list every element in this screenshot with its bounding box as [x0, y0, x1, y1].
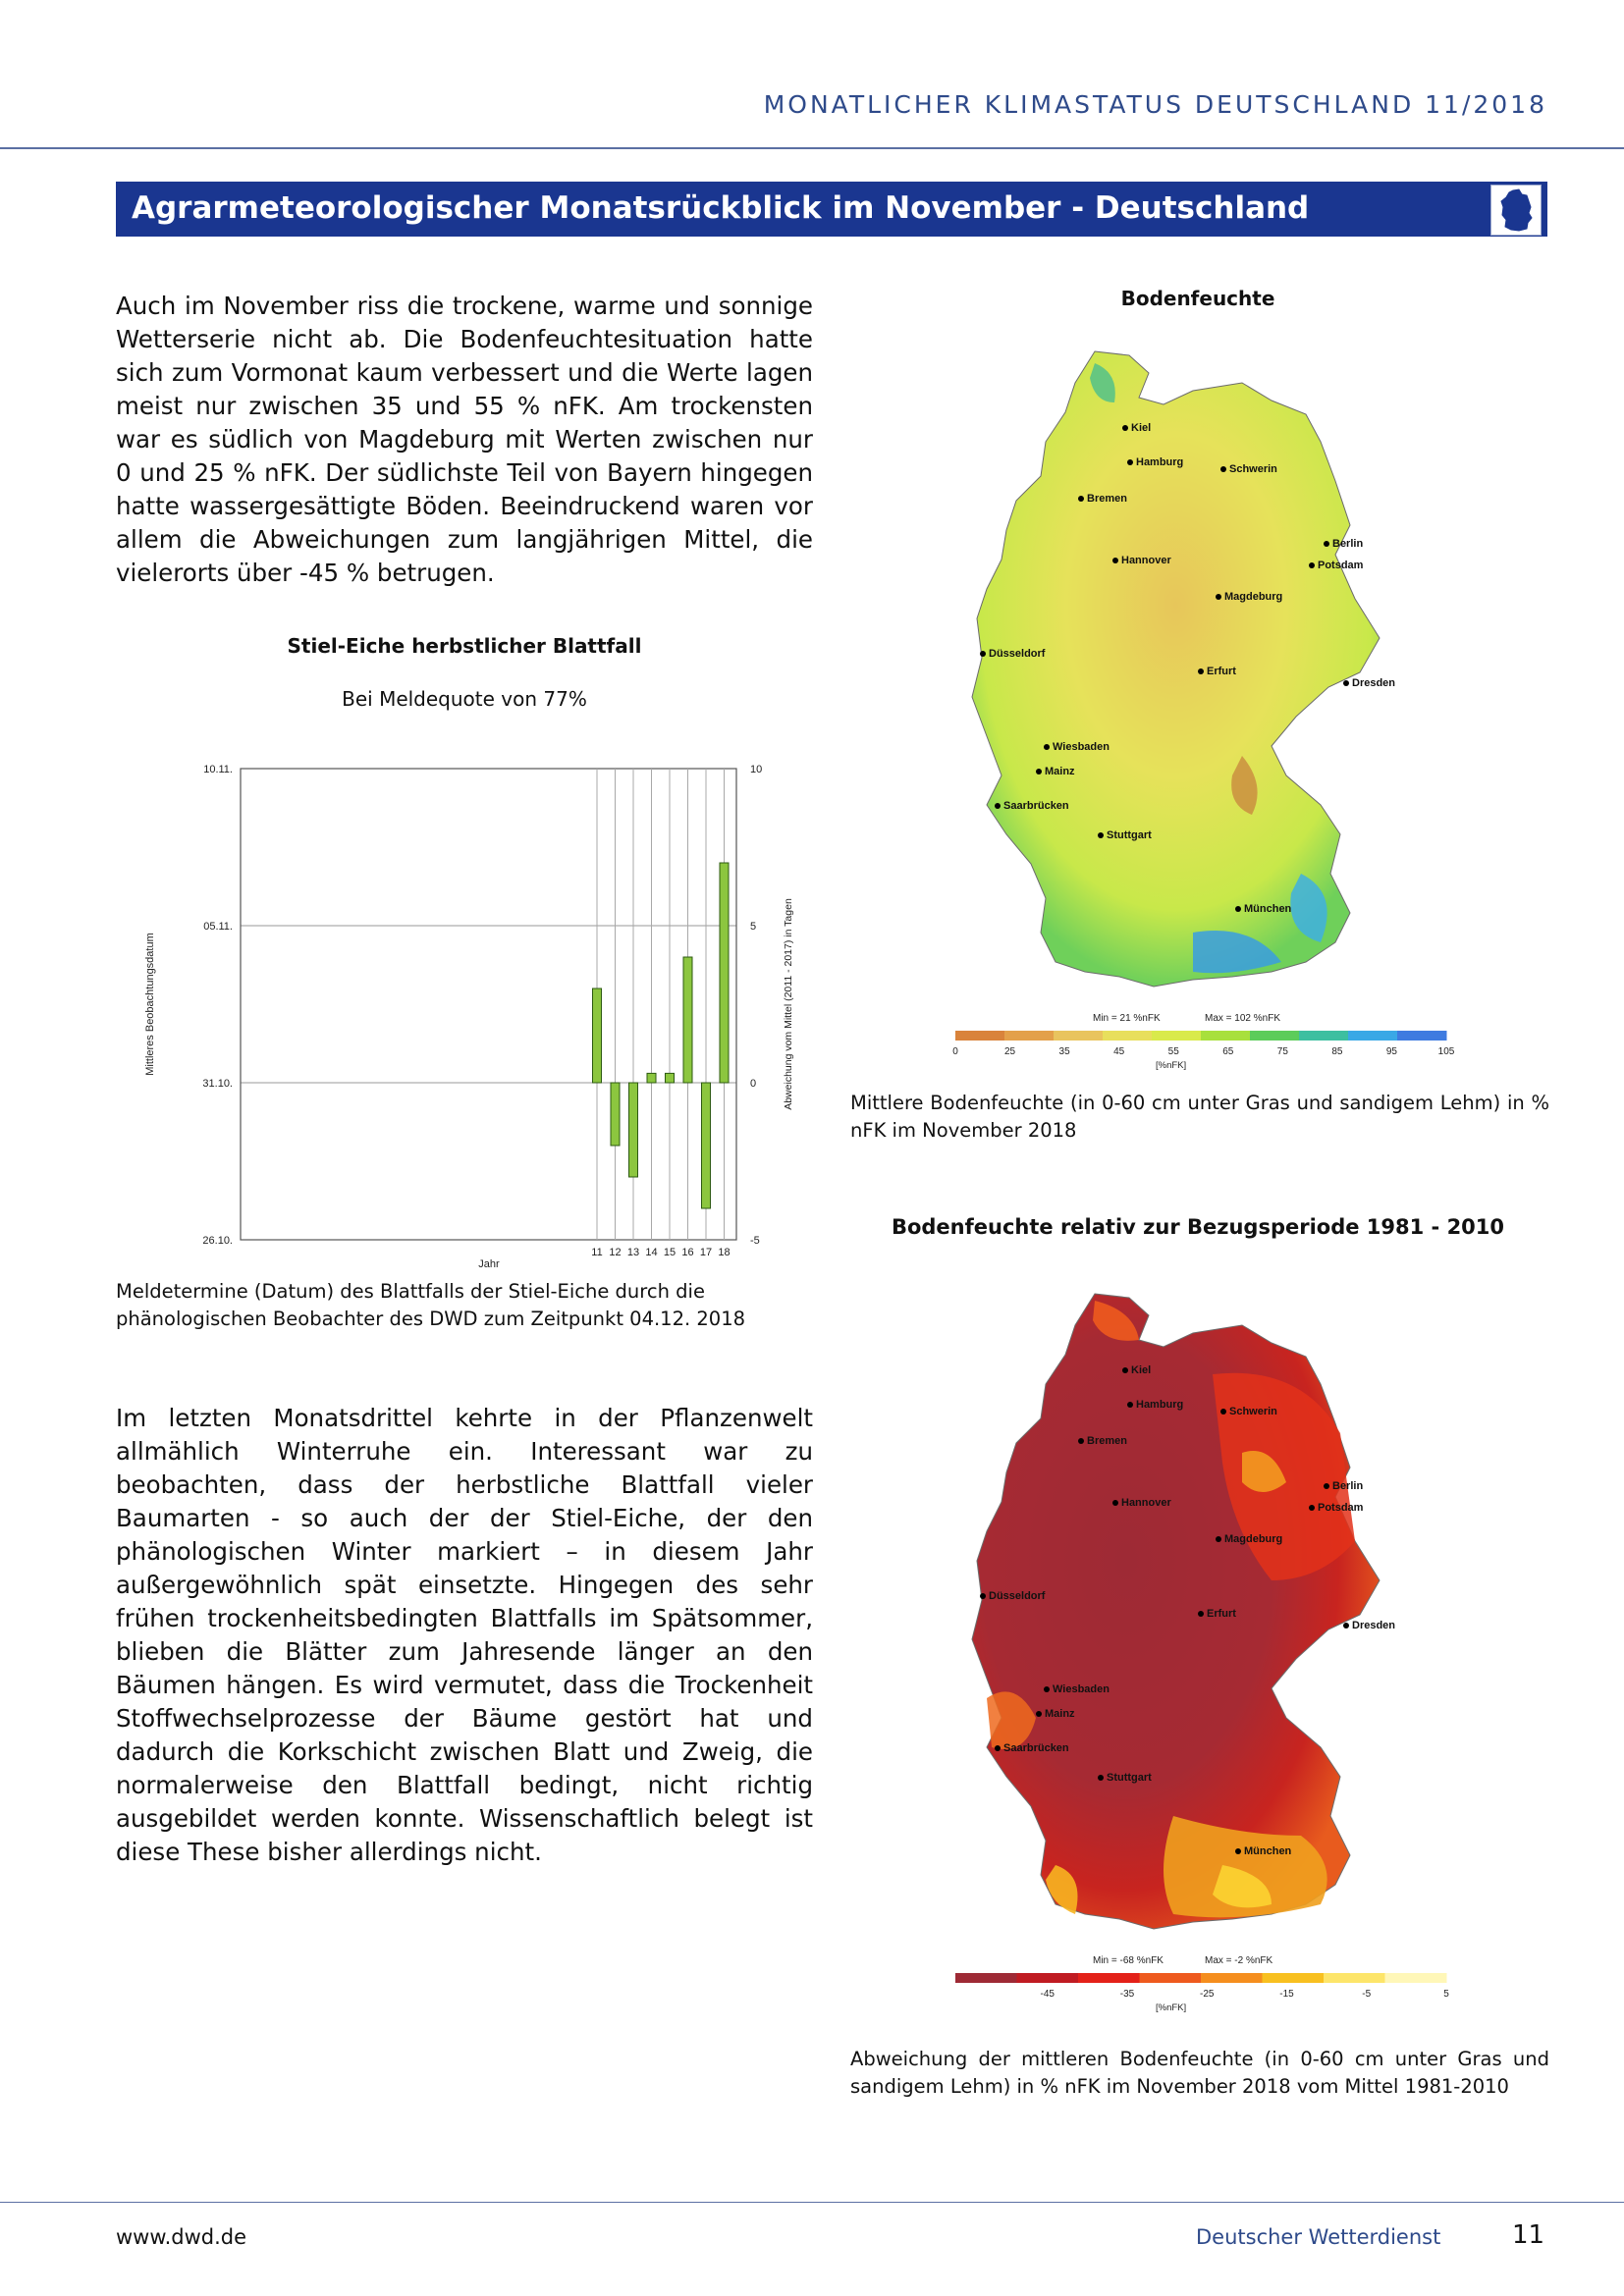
chart-x-tick-label: 15 — [663, 1247, 677, 1258]
city-marker — [1122, 425, 1128, 431]
city-label: Bremen — [1087, 1435, 1127, 1447]
city-marker — [1122, 1367, 1128, 1373]
map-color-legend — [955, 1973, 1449, 2000]
city-label: Stuttgart — [1107, 829, 1152, 841]
legend-tick-label: 75 — [1276, 1046, 1288, 1057]
chart-secondary-y-axis-label: Abweichung vom Mittel (2011 - 2017) in Tagen — [783, 898, 794, 1110]
city-label: Kiel — [1131, 1364, 1152, 1376]
legend-tick-label: 5 — [1443, 1989, 1449, 2000]
city-marker — [1324, 541, 1329, 547]
map-min-label: Min = -68 %nFK — [1093, 1955, 1164, 1966]
city-marker — [1324, 1483, 1329, 1489]
chart-x-tick-label: 12 — [609, 1247, 622, 1258]
body-paragraph: Im letzten Monatsdrittel kehrte in der Pflanzenwelt allmählich Winterruhe ein. Interessant war zu beobachten, dass der herbstliche Blattfall vieler Baumarten - so auch der der Stiel-Eiche, der den phänologischen Winter markiert – in diesem Jahr außergewöhnlich spät einsetzte. Hingegen des sehr frühen trockenheitsbedingten Blattfalls im Spätsommer, blieben die Blätter zum Jahresende länger an den Bäumen hängen. Es wird vermutet, dass die Trockenheit Stoffwechselprozesse der Bäume gestört hat und dadurch die Korkschicht zwischen Blatt und Zweig, die normalerweise den Blattfall bedingt, nicht richtig ausgebildet werden konnte. Wissenschaftlich belegt ist diese These bisher allerdings nicht. — [116, 1404, 813, 1866]
chart-bar — [720, 863, 729, 1083]
legend-swatch — [1054, 1031, 1104, 1041]
soil-moisture-anomaly-map — [947, 1286, 1478, 2012]
legend-tick-label: 55 — [1167, 1046, 1179, 1057]
city-marker — [1112, 1500, 1118, 1506]
city-marker — [980, 1593, 986, 1599]
city-marker — [1235, 1848, 1241, 1854]
city-marker — [1235, 906, 1241, 912]
city-marker — [1343, 1623, 1349, 1629]
chart-x-tick-label: 13 — [626, 1247, 640, 1258]
city-marker — [1078, 1438, 1084, 1444]
city-marker — [995, 1745, 1001, 1751]
legend-swatch — [1250, 1031, 1300, 1041]
city-marker — [1036, 1711, 1042, 1717]
city-marker — [1098, 832, 1104, 838]
map-legend-unit: [%nFK] — [1156, 2002, 1187, 2012]
city-label: Magdeburg — [1224, 591, 1283, 603]
city-label: München — [1244, 1845, 1292, 1857]
legend-tick-label: 0 — [952, 1046, 958, 1057]
city-label: Dresden — [1352, 677, 1396, 689]
chart-bars — [593, 863, 730, 1208]
legend-swatch — [1299, 1031, 1349, 1041]
legend-swatch — [955, 1973, 1017, 1983]
soil-moisture-anomaly-map-title: Bodenfeuchte relativ zur Bezugsperiode 1981 - 2010 — [891, 1215, 1505, 1239]
city-marker — [1343, 680, 1349, 686]
legend-swatch — [1397, 1031, 1447, 1041]
legend-tick-label: 45 — [1113, 1046, 1125, 1057]
city-label: Mainz — [1045, 766, 1075, 777]
document-header-title: MONATLICHER KLIMASTATUS DEUTSCHLAND 11/2018 — [763, 90, 1547, 119]
city-label: Mainz — [1045, 1708, 1075, 1720]
chart-x-axis-label: Jahr — [478, 1258, 500, 1270]
intro-paragraph: Auch im November riss die trockene, warme und sonnige Wetterserie nicht ab. Die Bodenfeuchtesituation hatte sich zum Vormonat kaum verbessert und die Werte lagen meist nur zwischen 35 und 55 % nFK. Am trockensten war es südlich von Magdeburg mit Werten zwischen nur 0 und 25 % nFK. Der südlichste Teil von Bayern hingegen hatte wassergesättigte Böden. Beeindruckend waren vor allem die Abweichungen zum langjährigen Mittel, die vielerorts über -45 % betrugen. — [116, 292, 813, 587]
chart-bar — [593, 988, 602, 1083]
city-label: München — [1244, 903, 1292, 915]
legend-tick-label: 85 — [1331, 1046, 1343, 1057]
chart-x-tick-label: 16 — [681, 1247, 694, 1258]
legend-swatch — [955, 1031, 1005, 1041]
soil-moisture-anomaly-map-caption: Abweichung der mittleren Bodenfeuchte (in 0-60 cm unter Gras und sandigem Lehm) in % nFK im November 2018 vom Mittel 1981-2010 — [850, 2048, 1549, 2098]
legend-tick-label: 25 — [1003, 1046, 1016, 1057]
footer-organization: Deutscher Wetterdienst — [1196, 2225, 1441, 2249]
chart-y2-tick-label: 0 — [750, 1078, 757, 1090]
map-max-label: Max = -2 %nFK — [1205, 1955, 1273, 1966]
chart-caption: Meldetermine (Datum) des Blattfalls der Stiel-Eiche durch die phänologischen Beobachter des DWD zum Zeitpunkt 04.12. 2018 — [116, 1280, 746, 1330]
legend-tick-label: 105 — [1437, 1046, 1455, 1057]
germany-map-icon — [1490, 185, 1542, 236]
city-label: Schwerin — [1229, 1406, 1277, 1417]
chart-grid — [241, 769, 736, 1240]
legend-tick-label: 35 — [1058, 1046, 1070, 1057]
city-label: Erfurt — [1207, 666, 1236, 677]
city-marker — [1309, 562, 1315, 568]
legend-tick-label: -5 — [1362, 1989, 1372, 2000]
header-divider — [0, 147, 1624, 149]
soil-moisture-map — [947, 344, 1478, 1070]
city-marker — [1044, 744, 1050, 750]
chart-x-tick-label: 14 — [645, 1247, 658, 1258]
legend-swatch — [1152, 1031, 1202, 1041]
city-label: Düsseldorf — [989, 648, 1046, 660]
city-label: Magdeburg — [1224, 1533, 1283, 1545]
city-label: Hamburg — [1136, 456, 1184, 468]
footer-website-link[interactable]: www.dwd.de — [116, 2225, 247, 2249]
city-label: Wiesbaden — [1053, 741, 1110, 753]
chart-bar — [611, 1083, 620, 1146]
city-marker — [1216, 594, 1221, 600]
soil-moisture-map-caption: Mittlere Bodenfeuchte (in 0-60 cm unter Gras und sandigem Lehm) in % nFK im November 2018 — [850, 1092, 1549, 1142]
city-marker — [1127, 1402, 1133, 1408]
city-label: Bremen — [1087, 493, 1127, 505]
chart-tick-labels — [202, 764, 762, 1258]
legend-tick-label: -35 — [1119, 1989, 1135, 2000]
city-marker — [980, 651, 986, 657]
map-max-label: Max = 102 %nFK — [1205, 1013, 1280, 1024]
chart-y2-tick-label: -5 — [750, 1235, 760, 1247]
city-marker — [1216, 1536, 1221, 1542]
legend-swatch — [1078, 1973, 1140, 1983]
chart-y-axis-label: Mittleres Beobachtungsdatum — [144, 933, 156, 1076]
leaf-fall-bar-chart — [116, 746, 803, 1276]
legend-swatch — [1201, 1031, 1251, 1041]
city-label: Dresden — [1352, 1620, 1396, 1631]
city-label: Saarbrücken — [1003, 1742, 1069, 1754]
city-label: Schwerin — [1229, 463, 1277, 475]
chart-subtitle: Bei Meldequote von 77% — [342, 687, 587, 711]
chart-y-tick-label: 10.11. — [203, 764, 233, 775]
chart-y2-tick-label: 5 — [750, 921, 757, 933]
city-marker — [1220, 466, 1226, 472]
city-marker — [1198, 1611, 1204, 1617]
legend-swatch — [1140, 1973, 1202, 1983]
city-label: Wiesbaden — [1053, 1683, 1110, 1695]
footer-divider — [0, 2202, 1624, 2203]
chart-x-tick-label: 17 — [699, 1247, 713, 1258]
legend-tick-label: -25 — [1200, 1989, 1215, 2000]
chart-y-tick-label: 31.10. — [202, 1078, 233, 1090]
city-label: Hamburg — [1136, 1399, 1184, 1411]
city-marker — [1078, 496, 1084, 502]
legend-tick-label: 95 — [1385, 1046, 1398, 1057]
legend-swatch — [1201, 1973, 1263, 1983]
chart-y-tick-label: 26.10. — [202, 1235, 233, 1247]
city-label: Erfurt — [1207, 1608, 1236, 1620]
legend-swatch — [1263, 1973, 1325, 1983]
chart-bar — [647, 1073, 656, 1083]
chart-title: Stiel-Eiche herbstlicher Blattfall — [287, 634, 642, 658]
soil-moisture-map-title: Bodenfeuchte — [1120, 287, 1275, 310]
chart-bar — [702, 1083, 711, 1208]
page-number: 11 — [1512, 2220, 1545, 2250]
city-marker — [1044, 1686, 1050, 1692]
section-banner — [116, 182, 1547, 237]
chart-x-tick-label: 18 — [718, 1247, 731, 1258]
legend-swatch — [1324, 1973, 1385, 1983]
city-label: Hannover — [1121, 1497, 1171, 1509]
city-marker — [1098, 1775, 1104, 1781]
legend-swatch — [1017, 1973, 1079, 1983]
section-title: Agrarmeteorologischer Monatsrückblick im November - Deutschland — [132, 190, 1310, 226]
legend-tick-label: 65 — [1222, 1046, 1234, 1057]
legend-swatch — [1385, 1973, 1447, 1983]
city-label: Potsdam — [1318, 560, 1364, 571]
city-marker — [1127, 459, 1133, 465]
city-marker — [1198, 668, 1204, 674]
city-label: Potsdam — [1318, 1502, 1364, 1514]
city-label: Kiel — [1131, 422, 1152, 434]
legend-tick-label: -45 — [1040, 1989, 1055, 2000]
chart-bar — [683, 957, 692, 1083]
chart-x-tick-label: 11 — [591, 1247, 603, 1258]
chart-y2-tick-label: 10 — [750, 764, 763, 775]
city-marker — [1036, 769, 1042, 774]
city-label: Berlin — [1332, 1480, 1364, 1492]
city-label: Stuttgart — [1107, 1772, 1152, 1784]
city-label: Saarbrücken — [1003, 800, 1069, 812]
chart-bar — [666, 1073, 675, 1083]
legend-tick-label: -15 — [1279, 1989, 1294, 2000]
legend-swatch — [1004, 1031, 1055, 1041]
legend-swatch — [1103, 1031, 1153, 1041]
city-marker — [1112, 558, 1118, 563]
city-label: Düsseldorf — [989, 1590, 1046, 1602]
chart-plot-frame — [241, 769, 736, 1240]
city-marker — [1309, 1505, 1315, 1511]
city-label: Berlin — [1332, 538, 1364, 550]
chart-bar — [629, 1083, 638, 1177]
city-marker — [1220, 1409, 1226, 1415]
city-marker — [995, 803, 1001, 809]
city-label: Hannover — [1121, 555, 1171, 566]
legend-swatch — [1348, 1031, 1398, 1041]
map-min-label: Min = 21 %nFK — [1093, 1013, 1161, 1024]
map-color-legend — [952, 1031, 1455, 1057]
map-legend-unit: [%nFK] — [1156, 1060, 1187, 1070]
chart-y-tick-label: 05.11. — [203, 921, 233, 933]
